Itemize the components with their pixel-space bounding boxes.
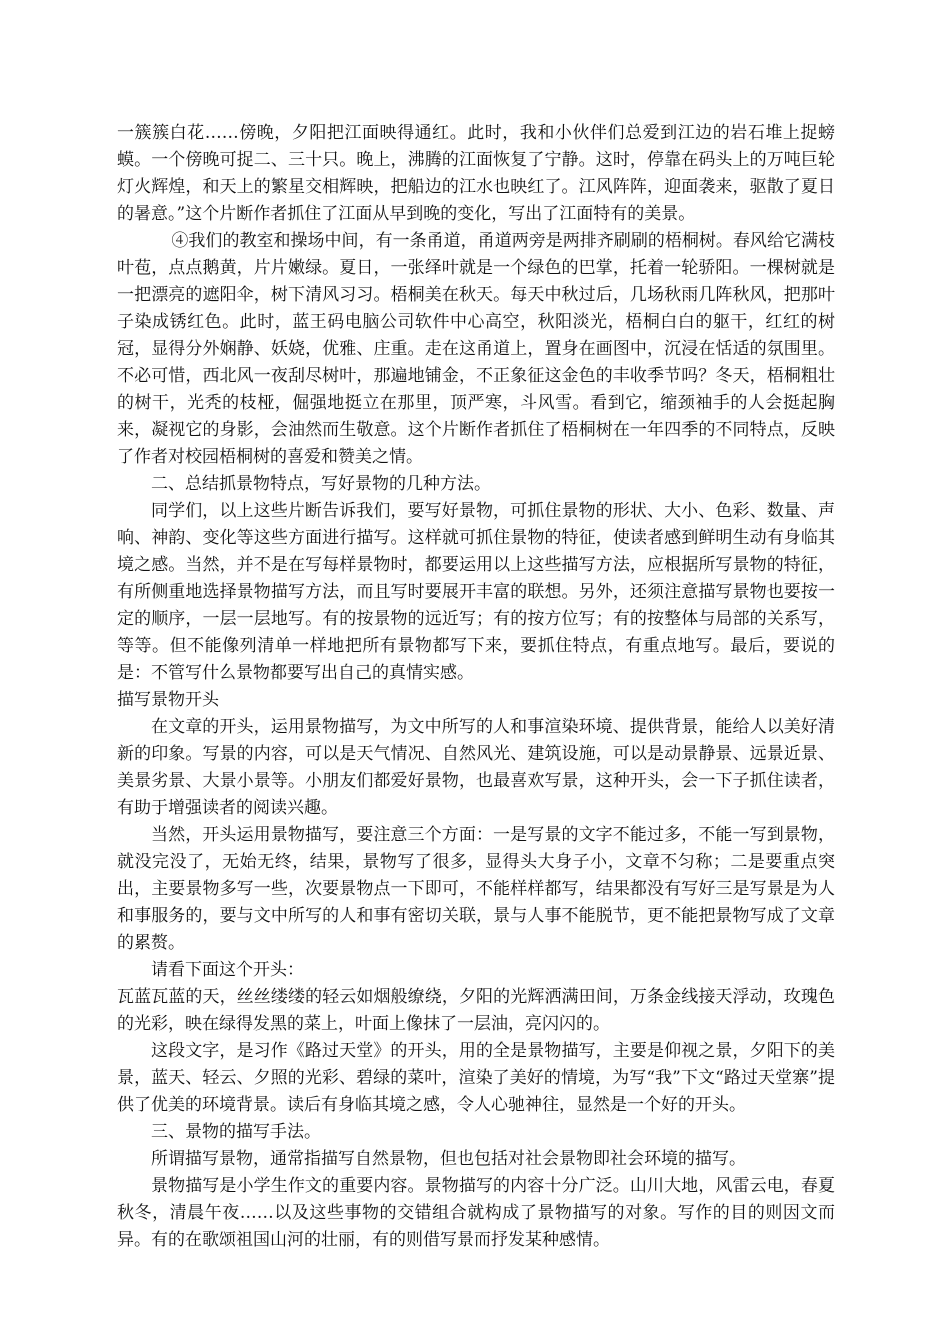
paragraph-summary-methods: 同学们，以上这些片断告诉我们，要写好景物，可抓住景物的形状、大小、色彩、数量、声响、神韵、变化等这些方面进行描写。这样就可抓住景物的特征，使读者感到鲜明生动有身临其境之感。当然，并不是在写每样景物时，都要运用以上这些描写方法，应根据所写景物的特征，有所侧重地选择景物描写方法，而且写时要展开丰富的联想。另外，还须注意描写景物也要按一定的顺序，一层一层地写。有的按景物的远近写；有的按方位写；有的按整体与局部的关系写，等等。但不能像列清单一样地把所有景物都写下来，要抓住特点，有重点地写。最后，要说的是：不管写什么景物都要写出自己的真情实感。 xyxy=(117,501,835,683)
paragraph-phoenix-tree: ④我们的教室和操场中间，有一条甬道，甬道两旁是两排齐刷刷的梧桐树。春风给它满枝叶苞，点点鹅黄，片片嫩绿。夏日，一张绎叶就是一个绿色的巴掌，托着一轮骄阳。一棵树就是一把漂亮的遮阳伞，树下清风习习。梧桐美在秋天。每天中秋过后，几场秋雨几阵秋风，把那叶子染成锈红色。此时，蓝王码电脑公司软件中心高空，秋阳淡光，梧桐白白的躯干，红红的树冠，显得分外娴静、妖娆，优雅、庄重。走在这甬道上，置身在画图中，沉浸在恬适的氛围里。不必可惜，西北风一夜刮尽树叶，那遍地铺金，不正象征这金色的丰收季节吗？冬天，梧桐粗壮的树干，光秃的枝桠，倔强地挺立在那里，顶严寒，斗风雪。看到它，缩颈袖手的人会挺起胸来，凝视它的身影，会油然而生敬意。这个片断作者抓住了梧桐树在一年四季的不同特点，反映了作者对校园梧桐树的喜爱和赞美之情。 xyxy=(117,231,835,467)
document-page xyxy=(117,120,835,1254)
paragraph-three-aspects: 当然，开头运用景物描写，要注意三个方面：一是写景的文字不能过多，不能一写到景物，就没完没了，无始无终，结果，景物写了很多，显得头大身子小，文章不匀称；二是要重点突出，主要景物多写一些，次要景物点一下即可，不能样样都写，结果都没有写好三是写景是为人和事服务的，要与文中所写的人和事有密切关联，景与人事不能脱节，更不能把景物写成了文章的累赘。 xyxy=(117,825,835,953)
paragraph-example-quote: 瓦蓝瓦蓝的天，丝丝缕缕的轻云如烟般缭绕，夕阳的光辉洒满田间，万条金线接天浮动，玫瑰色的光彩，映在绿得发黑的菜上，叶面上像抹了一层油，亮闪闪的。 xyxy=(117,987,835,1034)
paragraph-see-example: 请看下面这个开头： xyxy=(151,960,304,980)
paragraph-opening-intro: 在文章的开头，运用景物描写，为文中所写的人和事渲染环境、提供背景，能给人以美好清新的印象。写景的内容，可以是天气情况、自然风光、建筑设施，可以是动景静景、远景近景、美景劣景、大景小景等。小朋友们都爱好景物，也最喜欢写景，这种开头，会一下子抓住读者，有助于增强读者的阅读兴趣。 xyxy=(117,717,835,818)
subheading-opening: 描写景物开头 xyxy=(117,690,219,710)
paragraph-example-analysis: 这段文字，是习作《路过天堂》的开头，用的全是景物描写，主要是仰视之景，夕阳下的美景，蓝天、轻云、夕照的光彩、碧绿的菜叶，渲染了美好的情境，为写“我”下文“路过天堂寨”提供了优美的环境背景。读后有身临其境之感，令人心驰神往，显然是一个好的开头。 xyxy=(117,1041,835,1115)
paragraph-importance: 景物描写是小学生作文的重要内容。景物描写的内容十分广泛。山川大地，风雷云电，春夏秋冬，清晨午夜……以及这些事物的交错组合就构成了景物描写的对象。写作的目的则因文而异。有的在歌颂祖国山河的壮丽，有的则借写景而抒发某种感情。 xyxy=(117,1176,835,1250)
paragraph-river-scene: 一簇簇白花……傍晚，夕阳把江面映得通红。此时，我和小伙伴们总爱到江边的岩石堆上捉螃蟆。一个傍晚可捉二、三十只。晚上，沸腾的江面恢复了宁静。这时，停靠在码头上的万吨巨轮灯火辉煌，和天上的繁星交相辉映，把船边的江水也映红了。江风阵阵，迎面袭来，驱散了夏日的暑意。”这个片断作者抓住了江面从早到晚的变化，写出了江面特有的美景。 xyxy=(117,123,835,224)
section-heading-3: 三、景物的描写手法。 xyxy=(151,1122,321,1142)
paragraph-definition: 所谓描写景物，通常指描写自然景物，但也包括对社会景物即社会环境的描写。 xyxy=(151,1149,746,1169)
section-heading-2: 二、总结抓景物特点，写好景物的几种方法。 xyxy=(151,474,491,494)
